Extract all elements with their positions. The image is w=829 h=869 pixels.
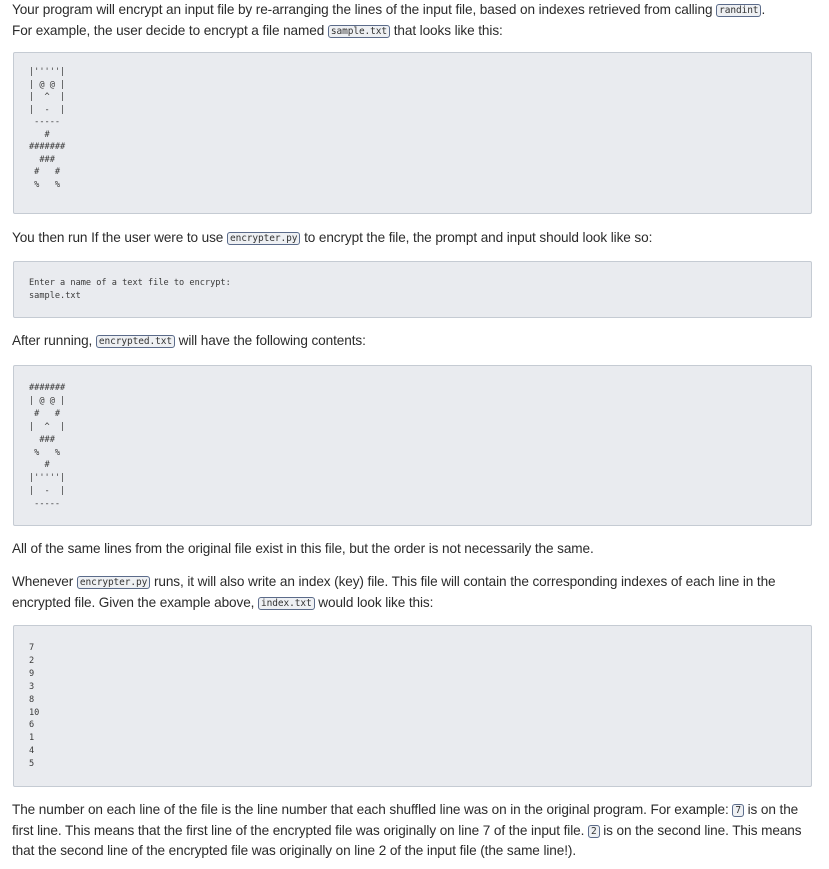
inline-code-2: 2 xyxy=(588,825,600,838)
intro-text-c: For example, the user decide to encrypt a file named xyxy=(12,22,328,38)
explanation-paragraph xyxy=(12,800,812,861)
inline-code-index-txt: index.txt xyxy=(258,597,315,610)
sample-code: |'''''| | @ @ | | ^ | | - | ----- # ####### ### # # % % xyxy=(29,67,66,190)
intro-paragraph xyxy=(12,0,812,41)
intro-text-d: that looks like this: xyxy=(390,22,503,38)
encrypted-code: ####### | @ @ | # # | ^ | ### % % # |'''''| | - | ----- xyxy=(29,383,66,510)
inline-code-encrypted-txt: encrypted.txt xyxy=(96,335,175,348)
index-text-a: Whenever xyxy=(12,574,77,589)
after-running-paragraph xyxy=(12,331,812,352)
prompt-code: Enter a name of a text file to encrypt: sample.txt xyxy=(29,278,231,301)
prompt-code-block xyxy=(13,261,812,318)
index-code: 7 2 9 3 8 10 6 1 4 5 xyxy=(29,643,40,770)
intro-text-a: Your program will encrypt an input file by re-arranging the lines of the input file, based on indexes retrieved from calling xyxy=(12,2,717,17)
same-lines-paragraph: All of the same lines from the original file exist in this file, but the order is not necessarily the same. xyxy=(12,541,594,556)
after-text-b: will have the following contents: xyxy=(174,333,366,348)
run-text-b: to encrypt the file, the prompt and input should look like so: xyxy=(300,230,653,245)
encrypted-code-block xyxy=(13,365,812,526)
index-text-b: runs, it will also write an index (key) file. This file will contain the corresponding indexes of each line in the encrypted file. Given the example above, xyxy=(12,574,776,610)
inline-code-randint: randint xyxy=(716,4,761,17)
index-code-block xyxy=(13,625,812,787)
inline-code-7: 7 xyxy=(732,804,744,817)
index-paragraph xyxy=(12,572,812,613)
explain-text-a: The number on each line of the file is the line number that each shuffled line was on in the original program. For example: xyxy=(12,802,733,817)
explain-text-c: is on the second line. This means that the second line of the encrypted file was originally on line 2 of the input file (the same line!). xyxy=(12,822,802,858)
explain-text-b: is on the first line. This means that the first line of the encrypted file was originally on line 7 of the input file. xyxy=(12,802,799,838)
inline-code-encrypter-py: encrypter.py xyxy=(227,232,300,245)
sample-code-block xyxy=(13,52,812,214)
run-text-a: You then run If the user were to use xyxy=(12,230,227,245)
inline-code-encrypter-py-2: encrypter.py xyxy=(77,576,150,589)
intro-text-b: . xyxy=(761,2,766,17)
inline-code-sample-txt: sample.txt xyxy=(328,25,390,38)
run-paragraph xyxy=(12,228,812,249)
after-text-a: After running, xyxy=(12,333,96,348)
index-text-c: would look like this: xyxy=(314,594,434,610)
